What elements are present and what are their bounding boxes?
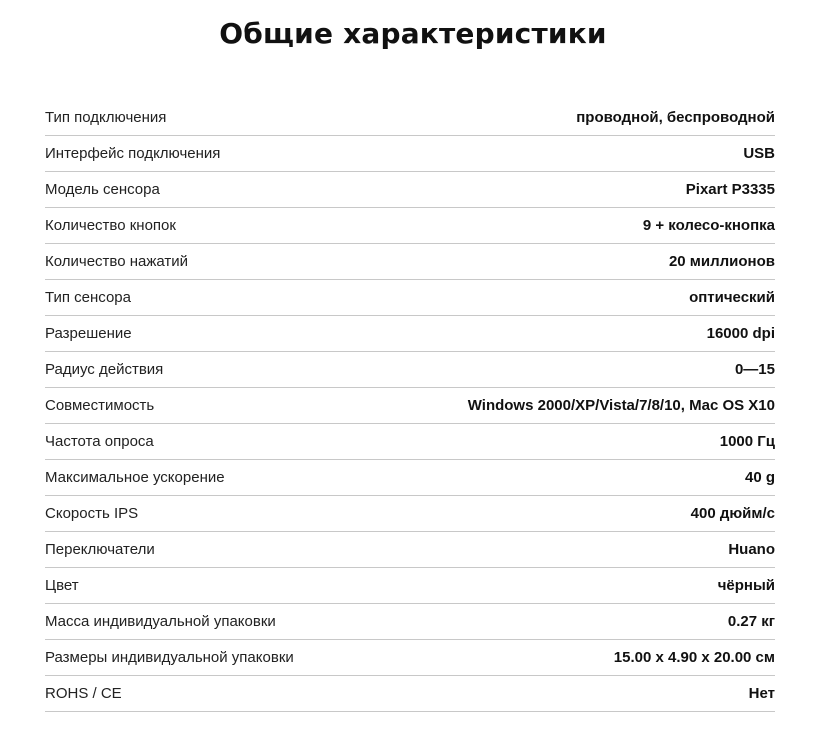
spec-row-package-dimensions (45, 640, 775, 676)
spec-value: USB (743, 145, 775, 162)
spec-row-range (45, 352, 775, 388)
spec-label: ROHS / CE (45, 685, 122, 702)
section-title: Общие характеристики (219, 17, 607, 50)
spec-row-sensor-type (45, 280, 775, 316)
spec-label: Тип сенсора (45, 289, 131, 306)
spec-label: Интерфейс подключения (45, 145, 221, 162)
spec-value: 20 миллионов (668, 253, 775, 270)
spec-label: Частота опроса (45, 433, 154, 450)
spec-value: 16000 dpi (706, 325, 775, 342)
spec-label: Количество кнопок (45, 217, 176, 234)
spec-row-polling-rate (45, 424, 775, 460)
spec-label: Цвет (45, 577, 79, 594)
spec-value: Huano (728, 541, 775, 558)
spec-value: Pixart P3335 (685, 181, 775, 198)
spec-row-sensor-model (45, 172, 775, 208)
spec-label: Модель сенсора (45, 181, 160, 198)
spec-value: 40 g (744, 469, 775, 486)
spec-value: 1000 Гц (719, 433, 775, 450)
spec-row-rohs-ce (45, 676, 775, 712)
spec-label: Разрешение (45, 325, 132, 342)
spec-value: 0—15 (734, 361, 775, 378)
spec-row-max-acceleration (45, 460, 775, 496)
spec-value: Windows 2000/XP/Vista/7/8/10, Mac OS X10 (467, 397, 775, 414)
spec-value: Нет (748, 685, 775, 702)
spec-value: 400 дюйм/с (690, 505, 775, 522)
spec-row-ips-speed (45, 496, 775, 532)
spec-row-interface (45, 136, 775, 172)
spec-value: 15.00 x 4.90 x 20.00 см (613, 649, 775, 666)
spec-row-button-count (45, 208, 775, 244)
spec-label: Радиус действия (45, 361, 164, 378)
spec-label: Переключатели (45, 541, 155, 558)
spec-row-resolution (45, 316, 775, 352)
specs-table (45, 100, 775, 712)
spec-label: Максимальное ускорение (45, 469, 225, 486)
spec-row-package-weight (45, 604, 775, 640)
spec-value: оптический (689, 289, 775, 306)
spec-value: чёрный (717, 577, 775, 594)
spec-label: Скорость IPS (45, 505, 139, 522)
spec-label: Количество нажатий (45, 253, 189, 270)
spec-value: 9 + колесо-кнопка (642, 217, 775, 234)
spec-label: Совместимость (45, 397, 155, 414)
spec-label: Масса индивидуальной упаковки (45, 613, 276, 630)
spec-value: 0.27 кг (727, 613, 775, 630)
spec-row-compatibility (45, 388, 775, 424)
spec-row-color (45, 568, 775, 604)
spec-row-switches (45, 532, 775, 568)
spec-label: Тип подключения (45, 109, 167, 126)
spec-row-connection-type (45, 100, 775, 136)
spec-value: проводной, беспроводной (576, 109, 775, 126)
spec-label: Размеры индивидуальной упаковки (45, 649, 294, 666)
spec-row-click-count (45, 244, 775, 280)
